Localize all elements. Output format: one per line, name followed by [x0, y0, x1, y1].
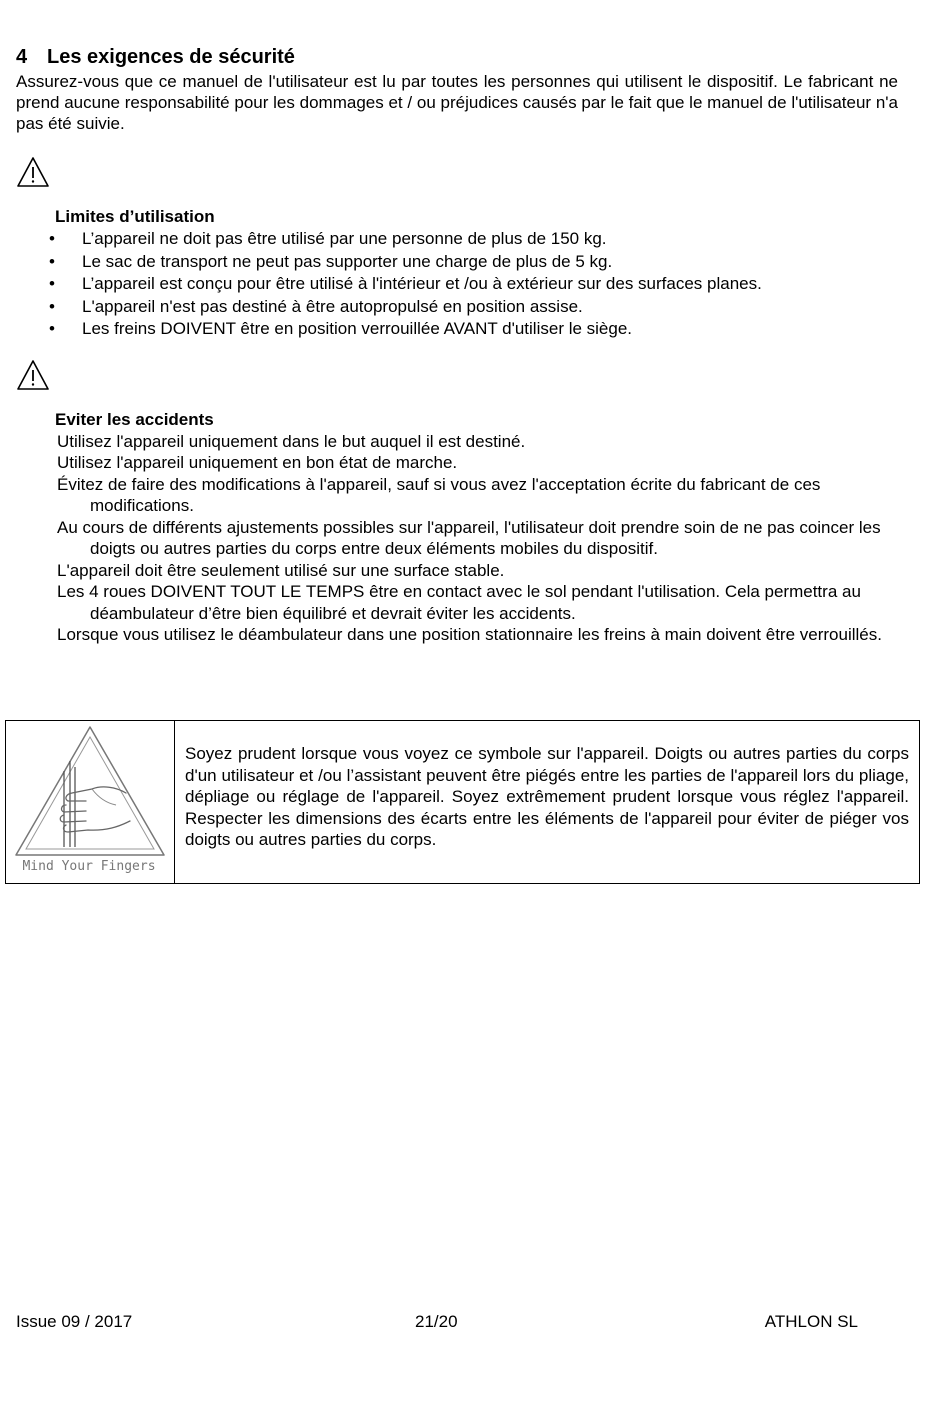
section-heading — [16, 46, 898, 69]
section-number: 4 — [16, 46, 28, 68]
page-footer — [16, 1312, 858, 1334]
footer-page-number: 21/20 — [415, 1312, 458, 1331]
list-item: • L’appareil est conçu pour être utilisé à l'intérieur et /ou à extérieur sur des surfaces planes. — [16, 273, 898, 296]
list-item: • Le sac de transport ne peut pas supporter une charge de plus de 5 kg. — [16, 251, 898, 274]
footer-issue: Issue 09 / 2017 — [16, 1312, 133, 1331]
accidents-list — [57, 431, 898, 646]
section-title: Les exigences de sécurité — [47, 46, 295, 68]
list-item: • L'appareil n'est pas destiné à être autopropulsé en position assise. — [16, 296, 898, 319]
list-item: Les 4 roues DOIVENT TOUT LE TEMPS être en contact avec le sol pendant l'utilisation. Cela permettra au déambulateur d’être bien équilibré et devrait éviter les accidents. — [57, 582, 861, 623]
footer-product: ATHLON SL — [764, 1312, 858, 1331]
list-item: Utilisez l'appareil uniquement en bon état de marche. — [57, 453, 458, 472]
page-content — [16, 46, 898, 646]
list-item: • Les freins DOIVENT être en position verrouillée AVANT d'utiliser le siège. — [16, 318, 898, 341]
symbol-description: Soyez prudent lorsque vous voyez ce symbole sur l'appareil. Doigts ou autres parties du corps d'un utilisateur et /ou l’assistant peuvent être piégés entre les parties de l'appareil lors du pliage, dépliage ou réglage de l'appareil. Soyez extrêmement prudent lorsque vous réglez l'appareil. Respecter les dimensions des écarts entre les éléments de l'appareil pour éviter de piéger vos doigts ou autres parties du corps. — [185, 744, 909, 849]
accidents-title: Eviter les accidents — [55, 409, 214, 429]
list-item: • L’appareil ne doit pas être utilisé par une personne de plus de 150 kg. — [16, 228, 898, 251]
warning-icon — [16, 156, 50, 188]
list-item: Évitez de faire des modifications à l'appareil, sauf si vous avez l'acceptation écrite du fabricant de ces modifications. — [57, 474, 821, 515]
warning-icon — [16, 359, 50, 391]
list-item: Lorsque vous utilisez le déambulateur dans une position stationnaire les freins à main doivent être verrouillés. — [57, 625, 882, 644]
symbol-notice-box — [5, 720, 920, 884]
limits-title: Limites d’utilisation — [55, 207, 215, 226]
section-intro: Assurez-vous que ce manuel de l'utilisateur est lu par toutes les personnes qui utilisent le dispositif. Le fabricant ne prend aucune responsabilité pour les dommages et / ou préjudices causés par le fait que le manuel de l'utilisateur n'a pas été suivie. — [16, 72, 898, 133]
list-item: Utilisez l'appareil uniquement dans le but auquel il est destiné. — [57, 431, 526, 451]
list-item: Au cours de différents ajustements possibles sur l'appareil, l'utilisateur doit prendre soin de ne pas coincer les doigts ou autres parties du corps entre deux éléments mobiles du dispositif. — [57, 517, 881, 558]
list-item: L'appareil doit être seulement utilisé sur une surface stable. — [57, 560, 505, 580]
limits-list — [16, 228, 898, 341]
symbol-caption: Mind Your Fingers — [22, 859, 156, 874]
symbol-cell — [6, 721, 175, 883]
